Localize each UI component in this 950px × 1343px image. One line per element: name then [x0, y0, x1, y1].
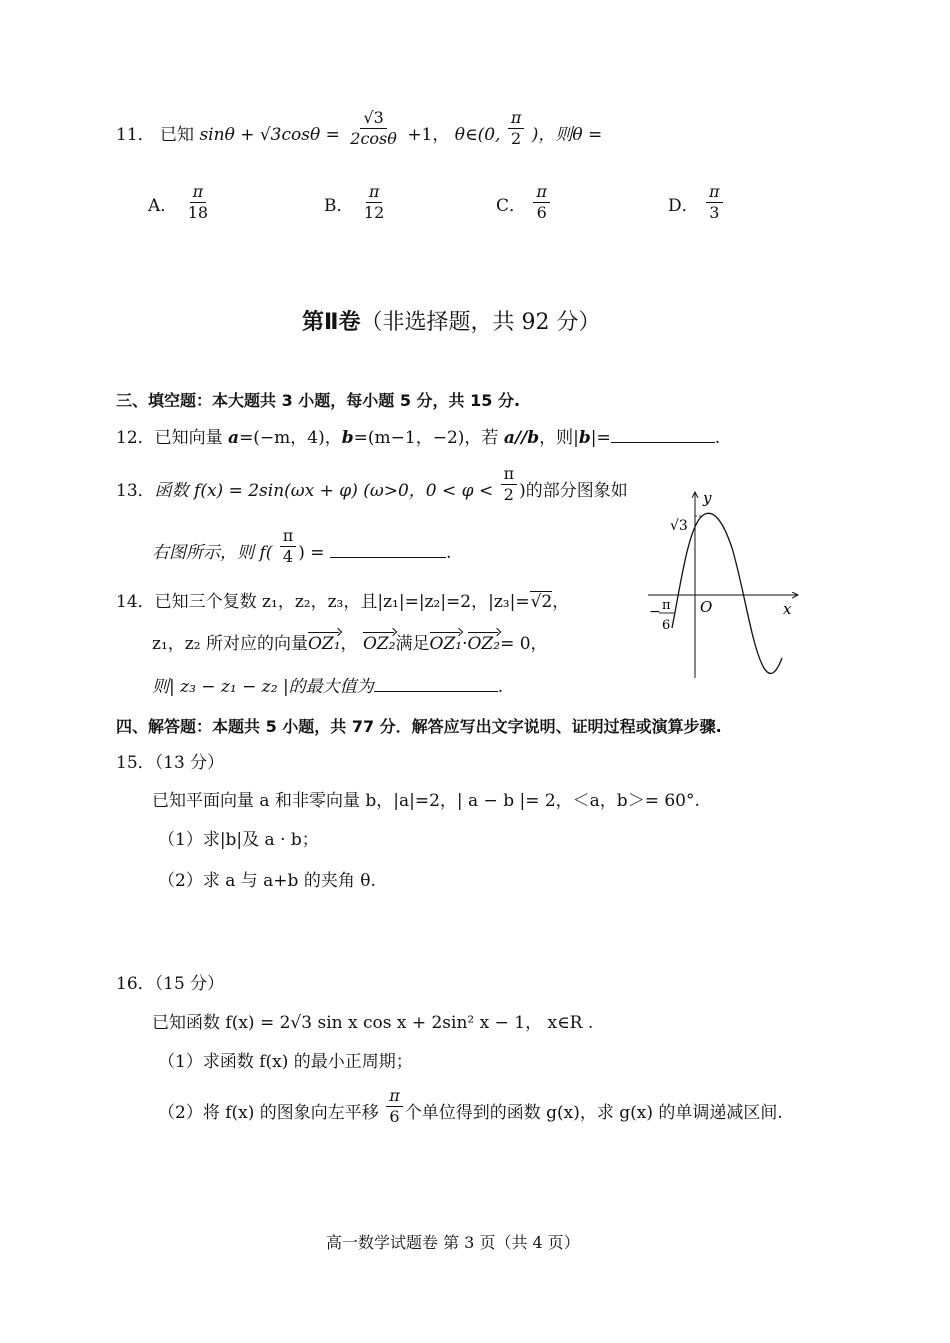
q13-four: 4 — [282, 547, 294, 566]
q14-text: = 0， — [500, 634, 548, 654]
q13-text-end: )的部分图象如 — [519, 481, 628, 501]
q12-text: =(−m，4)， — [239, 428, 342, 448]
q13-end: . — [445, 543, 452, 563]
q13-line1 — [116, 464, 628, 504]
q12-answer-blank[interactable] — [611, 442, 715, 443]
q16-part2 — [158, 1086, 783, 1126]
section4-heading: 四、解答题：本题共 5 小题，共 77 分．解答应写出文字说明、证明过程或演算步骤. — [116, 717, 722, 736]
q11-option-c — [496, 182, 552, 222]
q11-option-fraction — [185, 184, 211, 221]
q14-text: 满足 — [395, 634, 430, 654]
part2-title-sub: （非选择题，共 92 分） — [360, 310, 601, 335]
q14-sep: ， — [340, 634, 358, 654]
page-footer: 高一数学试题卷 第 3 页（共 4 页） — [326, 1233, 580, 1252]
q14-dot-a: OZ₁ — [429, 634, 463, 654]
q11-option-fraction — [533, 184, 550, 221]
q14-line3 — [152, 679, 503, 696]
q14-answer-blank[interactable] — [374, 691, 498, 692]
q16-six: 6 — [389, 1107, 400, 1126]
x-axis-label: x — [783, 600, 792, 618]
q14-line1 — [116, 594, 569, 611]
q16-part2-text: 个单位得到的函数 g(x)，求 g(x) 的单调递减区间. — [404, 1103, 783, 1123]
q11-lhs: sinθ + √3cosθ = — [199, 125, 340, 145]
q14-vector-oz1: OZ₁ — [307, 634, 341, 654]
q16-part1: （1）求函数 f(x) 的最小正周期； — [158, 1052, 413, 1072]
q13-text: 右图所示，则 f( — [152, 543, 273, 563]
q13-line2 — [152, 526, 452, 566]
q13-answer-blank[interactable] — [330, 557, 446, 558]
sine-graph — [640, 488, 810, 688]
q14-text: 则| z₃ − z₁ − z₂ |的最大值为 — [152, 677, 374, 697]
sqrt3-label: √3 — [670, 518, 688, 534]
q11-option-label: D． — [668, 196, 699, 216]
q11-pi-over-2 — [508, 110, 525, 147]
q11-option-fraction — [361, 184, 387, 221]
q11-option-a — [148, 182, 213, 222]
q11-domain: θ∈(0, — [454, 125, 501, 145]
part2-title-main: 第Ⅱ卷 — [302, 310, 361, 335]
q11-two: 2 — [511, 129, 522, 148]
q14-text: 已知三个复数 z₁，z₂，z₃，且|z₁|=|z₂|=2，|z₃|= — [154, 592, 530, 612]
part2-title — [302, 312, 600, 334]
q14-dot: · — [462, 634, 468, 654]
q11-option-num: π — [533, 184, 550, 203]
q14-sqrt2: √2 — [530, 592, 553, 612]
q12-text: |= — [590, 428, 611, 448]
q15-line1: 已知平面向量 a 和非零向量 b，|a|=2，| a − b |= 2，＜a，b＞= 60°. — [152, 791, 700, 811]
section3-heading: 三、填空题：本大题共 3 小题，每小题 5 分，共 15 分. — [116, 391, 521, 410]
q12-vector-b-abs: b — [578, 428, 591, 448]
q12-line — [116, 430, 720, 447]
q13-pi: π — [280, 528, 297, 547]
y-axis-label: y — [703, 489, 712, 507]
q11-option-den: 18 — [187, 203, 209, 222]
q12-vector-b: b — [341, 428, 354, 448]
q14-number: 14． — [116, 592, 155, 612]
q13-text: ) = — [298, 543, 325, 563]
q16-pi-over-6 — [386, 1088, 403, 1125]
q11-option-num: π — [366, 184, 383, 203]
q12-parallel: a//b — [503, 428, 540, 448]
q11-close: )，则θ = — [531, 125, 603, 145]
q11-option-d — [668, 182, 725, 222]
q11-pi: π — [508, 110, 525, 129]
tick-den: 6 — [662, 618, 671, 633]
q11-line — [116, 108, 603, 148]
q13-pi-over-2 — [501, 466, 518, 503]
q11-option-label: B． — [324, 196, 354, 216]
q13-pi-over-4 — [280, 528, 297, 565]
q11-intro: 已知 — [160, 125, 195, 145]
q11-after-frac: +1， — [407, 125, 450, 145]
q12-text: ，则| — [539, 428, 579, 448]
q13-pi: π — [501, 466, 518, 485]
q12-end: . — [714, 428, 721, 448]
q12-number: 12． — [116, 428, 155, 448]
q14-text-end: ， — [552, 592, 570, 612]
q13-two: 2 — [503, 485, 514, 504]
q12-vector-a: a — [228, 428, 240, 448]
q14-dot-b: OZ₂ — [467, 634, 501, 654]
q11-frac-den: 2cosθ — [350, 129, 397, 148]
tick-sign: − — [649, 604, 661, 620]
q11-option-den: 3 — [709, 203, 720, 222]
q11-option-num: π — [706, 184, 723, 203]
q12-text: 已知向量 — [154, 428, 229, 448]
q16-pi: π — [386, 1088, 403, 1107]
q14-end: . — [497, 677, 504, 697]
tick-num: π — [662, 598, 671, 613]
q14-line2 — [152, 636, 548, 653]
q11-option-den: 6 — [536, 203, 547, 222]
q11-frac-num: √3 — [360, 110, 386, 129]
q11-option-label: A． — [148, 196, 178, 216]
q11-option-num: π — [190, 184, 207, 203]
q11-number: 11． — [116, 125, 155, 145]
q14-text: z₁，z₂ 所对应的向量 — [152, 634, 308, 654]
origin-label: O — [700, 598, 713, 616]
q13-number: 13． — [116, 481, 155, 501]
q11-option-label: C． — [496, 196, 527, 216]
q11-option-b — [324, 182, 389, 222]
q13-text: 函数 f(x) = 2sin(ωx + φ) (ω>0，0 < φ < — [154, 481, 494, 501]
q16-header: 16．（15 分） — [116, 974, 225, 994]
q14-vector-oz2: OZ₂ — [362, 634, 396, 654]
q11-fraction — [347, 110, 400, 147]
q15-part1: （1）求|b|及 a · b； — [158, 830, 319, 850]
q16-part2-text: （2）将 f(x) 的图象向左平移 — [158, 1103, 379, 1123]
q16-line1: 已知函数 f(x) = 2√3 sin x cos x + 2sin² x − 1， x∈R . — [152, 1013, 594, 1033]
sine-curve — [672, 513, 782, 673]
q11-option-fraction — [706, 184, 723, 221]
q15-part2: （2）求 a 与 a+b 的夹角 θ. — [158, 871, 376, 891]
q12-text: =(m−1，−2)，若 — [353, 428, 504, 448]
q11-option-den: 12 — [363, 203, 385, 222]
q15-header: 15．（13 分） — [116, 753, 225, 773]
